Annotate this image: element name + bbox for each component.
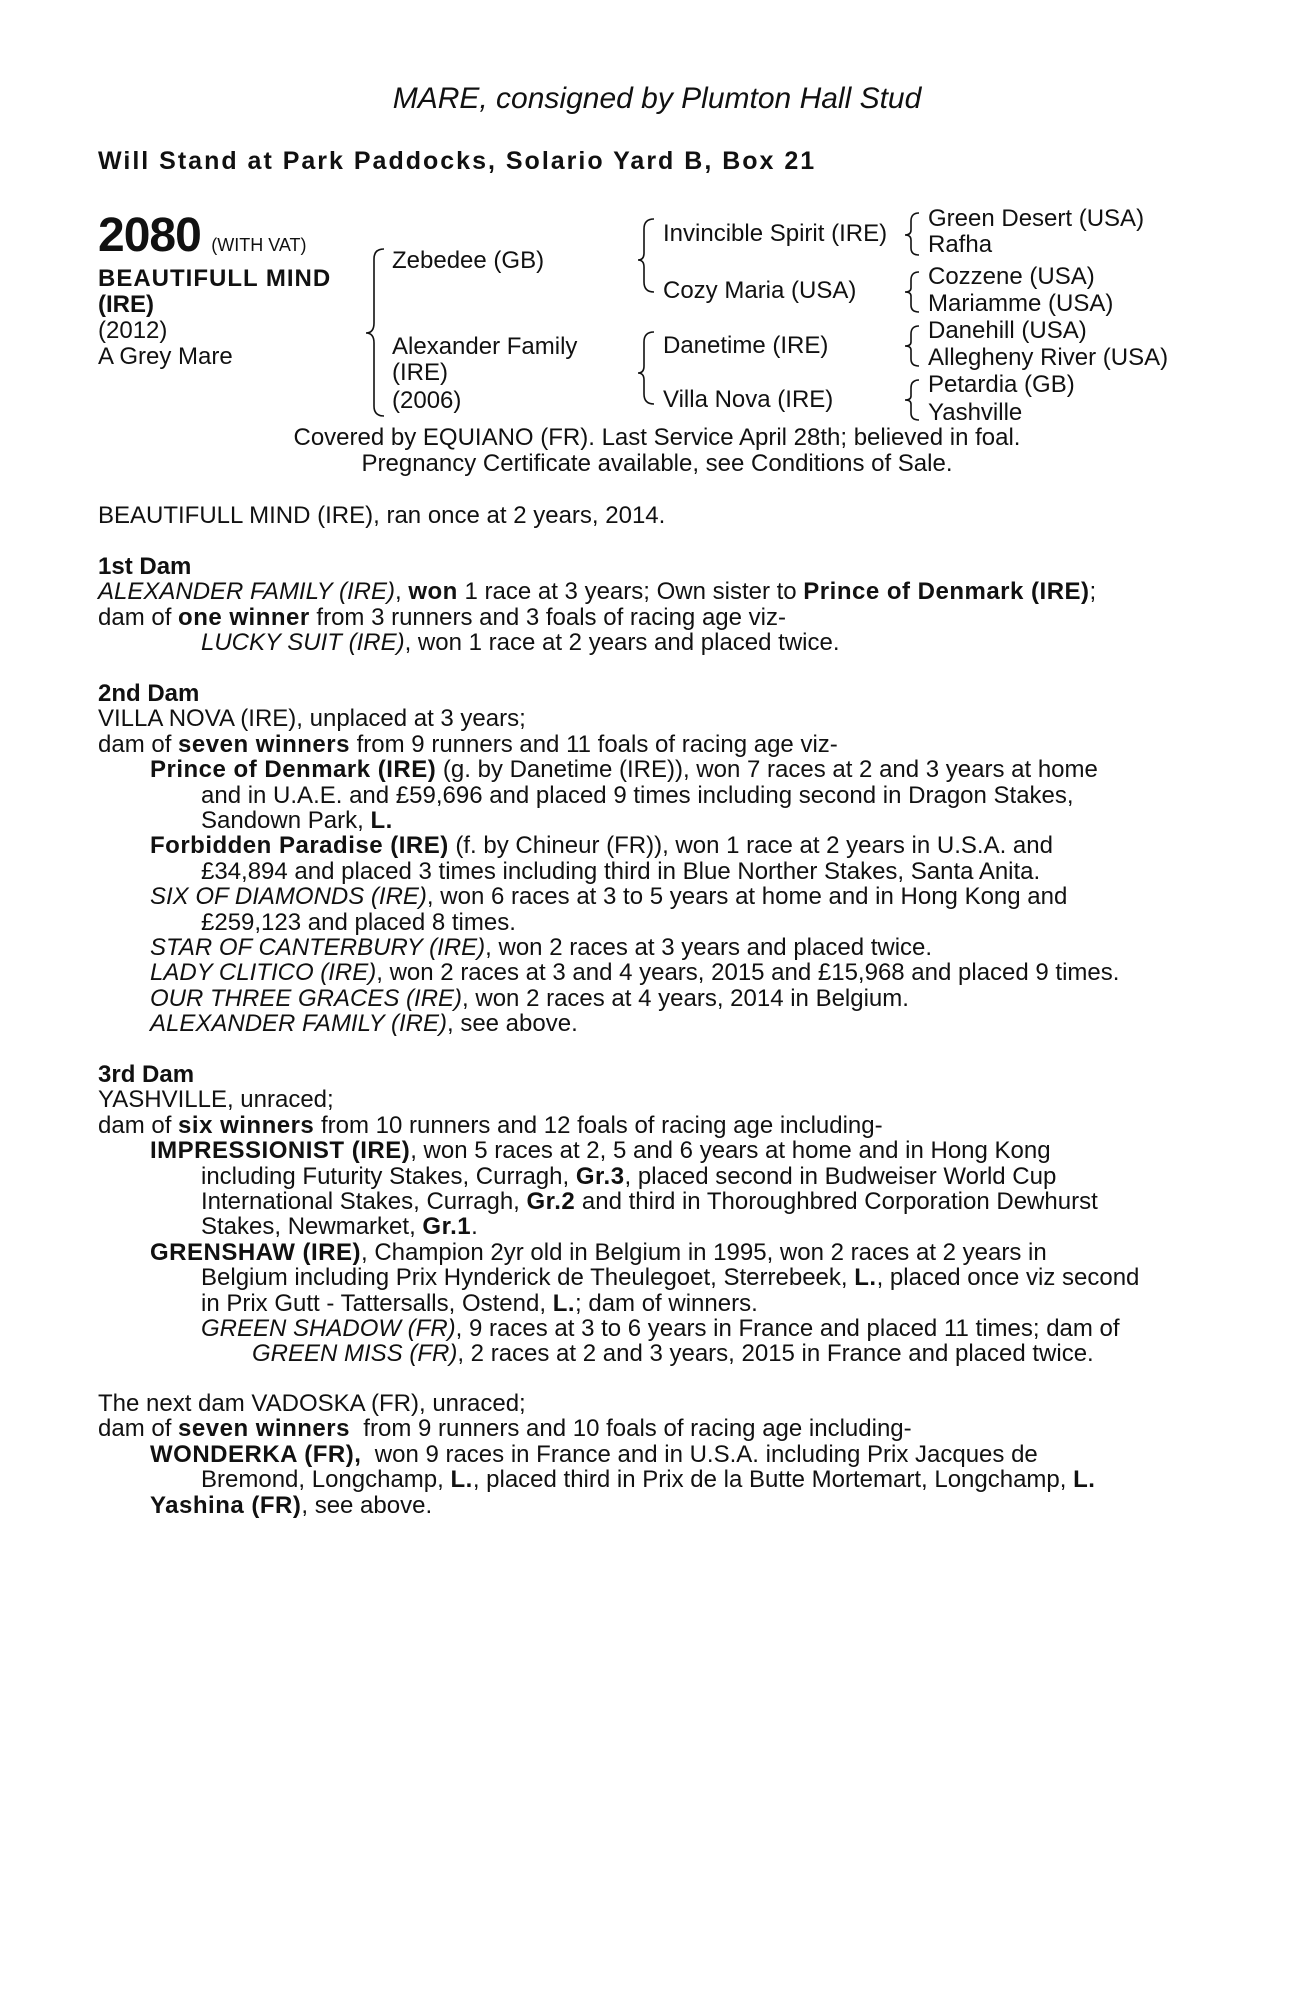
first-dam-section — [98, 554, 1208, 656]
dam-dam: Villa Nova (IRE) — [663, 386, 834, 413]
grand-progeny-green-shadow: GREEN SHADOW (FR), 9 races at 3 to 6 years in France and placed 11 times; dam of — [201, 1315, 1120, 1343]
horse-name-line2: (IRE) — [98, 291, 154, 318]
progeny-six-of-diamonds: SIX OF DIAMONDS (IRE), won 6 races at 3 to 5 years at home and in Hong Kong and — [150, 883, 1068, 911]
progeny-star-of-canterbury: STAR OF CANTERBURY (IRE), won 2 races at 3 years and placed twice. — [150, 934, 933, 962]
first-dam-line2: dam of one winner from 3 runners and 3 foals of racing age viz- — [98, 603, 786, 631]
sire-dam-sire: Cozzene (USA) — [928, 263, 1095, 290]
second-dam-line1: VILLA NOVA (IRE), unplaced at 3 years; — [98, 705, 526, 733]
bracket-gen1 — [366, 249, 384, 416]
progeny-grenshaw: GRENSHAW (IRE), Champion 2yr old in Belgium in 1995, won 2 races at 2 years in — [150, 1238, 1047, 1266]
progeny-impressionist-cont1: including Futurity Stakes, Curragh, Gr.3, placed second in Budweiser World Cup — [201, 1162, 1057, 1190]
progeny-our-three-graces: OUR THREE GRACES (IRE), won 2 races at 4 years, 2014 in Belgium. — [150, 984, 909, 1012]
sire-dam-dam: Mariamme (USA) — [928, 290, 1114, 317]
horse-name-line1: BEAUTIFULL MIND — [98, 265, 332, 292]
dam-sire: Danetime (IRE) — [663, 332, 829, 359]
horse-description: A Grey Mare — [98, 343, 233, 370]
progeny-forbidden-paradise-cont: £34,894 and placed 3 times including third in Blue Norther Stakes, Santa Anita. — [201, 857, 1041, 885]
bracket-gen3-4 — [905, 380, 919, 420]
dam-sire-dam: Allegheny River (USA) — [928, 344, 1169, 371]
progeny-grenshaw-cont1: Belgium including Prix Hynderick de Theulegoet, Sterrebeek, L., placed once viz second — [201, 1264, 1140, 1292]
next-dam-section — [98, 1391, 1208, 1518]
bracket-gen2-dam — [638, 332, 654, 404]
dam-name-line1: Alexander Family — [392, 333, 578, 360]
progeny-impressionist-cont2: International Stakes, Curragh, Gr.2 and third in Thoroughbred Corporation Dewhurst — [201, 1188, 1098, 1216]
intro-line: BEAUTIFULL MIND (IRE), ran once at 2 years, 2014. — [98, 502, 666, 529]
vat-note: (WITH VAT) — [211, 235, 307, 255]
third-dam-heading: 3rd Dam — [98, 1061, 195, 1088]
progeny-yashina: Yashina (FR), see above. — [150, 1491, 433, 1519]
progeny-impressionist: IMPRESSIONIST (IRE), won 5 races at 2, 5 and 6 years at home and in Hong Kong — [150, 1137, 1051, 1165]
dam-dam-sire: Petardia (GB) — [928, 371, 1075, 398]
stand-location: Will Stand at Park Paddocks, Solario Yard B, Box 21 — [98, 147, 817, 175]
progeny-wonderka-cont: Bremond, Longchamp, L., placed third in Prix de la Butte Mortemart, Longchamp, L. — [201, 1466, 1096, 1494]
second-dam-line2: dam of seven winners from 9 runners and 11 foals of racing age viz- — [98, 730, 838, 758]
bracket-gen3-1 — [905, 213, 919, 255]
third-dam-line1: YASHVILLE, unraced; — [98, 1086, 334, 1114]
third-dam-section — [98, 1062, 1208, 1367]
sire-sire: Invincible Spirit (IRE) — [663, 220, 888, 247]
dam-sire-sire: Danehill (USA) — [928, 317, 1087, 344]
progeny-prince-of-denmark: Prince of Denmark (IRE) (g. by Danetime (IRE)), won 7 races at 2 and 3 years at home — [150, 756, 1098, 784]
covered-line2: Pregnancy Certificate available, see Conditions of Sale. — [361, 450, 953, 477]
first-dam-heading: 1st Dam — [98, 553, 192, 580]
progeny-prince-of-denmark-cont2: Sandown Park, L. — [201, 807, 393, 835]
third-dam-line2: dam of six winners from 10 runners and 12 foals of racing age including- — [98, 1111, 883, 1139]
sire-sire-dam: Rafha — [928, 231, 993, 258]
progeny-six-of-diamonds-cont: £259,123 and placed 8 times. — [201, 908, 516, 936]
second-dam-section — [98, 681, 1208, 1037]
first-dam-progeny: LUCKY SUIT (IRE), won 1 race at 2 years and placed twice. — [201, 629, 840, 657]
next-dam-line1: The next dam VADOSKA (FR), unraced; — [98, 1390, 526, 1417]
sire-dam: Cozy Maria (USA) — [663, 277, 857, 304]
lot-number: 2080 — [98, 209, 201, 262]
progeny-impressionist-cont3: Stakes, Newmarket, Gr.1. — [201, 1213, 478, 1241]
page-title: MARE, consigned by Plumton Hall Stud — [392, 82, 922, 115]
horse-year: (2012) — [98, 317, 168, 344]
progeny-forbidden-paradise: Forbidden Paradise (IRE) (f. by Chineur (FR)), won 1 race at 2 years in U.S.A. and — [150, 832, 1053, 860]
grand-progeny-green-miss: GREEN MISS (FR), 2 races at 2 and 3 years, 2015 in France and placed twice. — [252, 1340, 1094, 1368]
intro-text — [98, 503, 1208, 528]
dam-name-line3: (2006) — [392, 387, 462, 414]
bracket-gen2-sire — [638, 219, 654, 292]
progeny-grenshaw-cont2: in Prix Gutt - Tattersalls, Ostend, L.; dam of winners. — [201, 1289, 758, 1317]
covered-line1: Covered by EQUIANO (FR). Last Service April 28th; believed in foal. — [293, 424, 1021, 451]
progeny-alexander-family: ALEXANDER FAMILY (IRE), see above. — [150, 1010, 578, 1038]
progeny-wonderka: WONDERKA (FR), won 9 races in France and in U.S.A. including Prix Jacques de — [150, 1440, 1038, 1468]
progeny-lady-clitico: LADY CLITICO (IRE), won 2 races at 3 and 4 years, 2015 and £15,968 and placed 9 times. — [150, 959, 1120, 987]
bracket-gen3-2 — [905, 272, 919, 312]
dam-dam-dam: Yashville — [928, 399, 1023, 426]
bracket-gen3-3 — [905, 326, 919, 366]
first-dam-line1: ALEXANDER FAMILY (IRE), won 1 race at 3 years; Own sister to Prince of Denmark (IRE); — [98, 578, 1097, 606]
sire-sire-sire: Green Desert (USA) — [928, 205, 1145, 232]
dam-name-line2: (IRE) — [392, 359, 448, 386]
second-dam-heading: 2nd Dam — [98, 680, 200, 707]
next-dam-line2: dam of seven winners from 9 runners and 10 foals of racing age including- — [98, 1415, 912, 1443]
progeny-prince-of-denmark-cont: and in U.A.E. and £59,696 and placed 9 times including second in Dragon Stakes, — [201, 781, 1074, 809]
sire-name: Zebedee (GB) — [392, 247, 545, 274]
